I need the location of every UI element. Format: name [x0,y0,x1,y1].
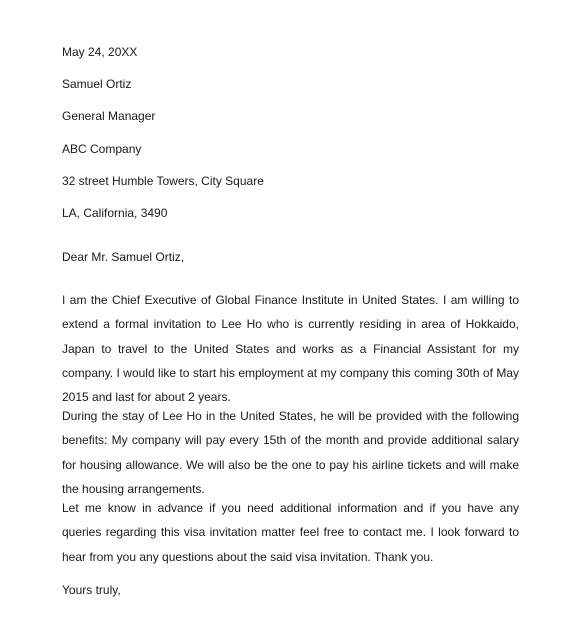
body-paragraph-3: Let me know in advance if you need additional information and if you have any queries regarding this visa invitation matter feel free to contact me. I look forward to hear from you any questions about the said visa invitation. Thank you. [62,501,519,564]
address-line-1: 32 street Humble Towers, City Square [62,174,264,188]
recipient-title: General Manager [62,109,156,123]
recipient-company: ABC Company [62,142,142,156]
letter-date: May 24, 20XX [62,45,138,59]
body-paragraph-2: During the stay of Lee Ho in the United States, he will be provided with the following benefits: My company will pay every 15th of the month and provide additional salary for housing allowance. We will also be the one to pay his airline tickets and will make the housing arrangements. [62,409,519,496]
address-line-2: LA, California, 3490 [62,206,168,220]
salutation: Dear Mr. Samuel Ortiz, [62,250,185,264]
body-paragraph-1: I am the Chief Executive of Global Finance Institute in United States. I am willing to extend a formal invitation to Lee Ho who is currently residing in area of Hokkaido, Japan to travel to the United States and works as a Financial Assistant for my company. I would like to start his employment at my company this coming 30th of May 2015 and last for about 2 years. [62,293,519,405]
recipient-name: Samuel Ortiz [62,77,132,91]
closing: Yours truly, [62,583,121,597]
